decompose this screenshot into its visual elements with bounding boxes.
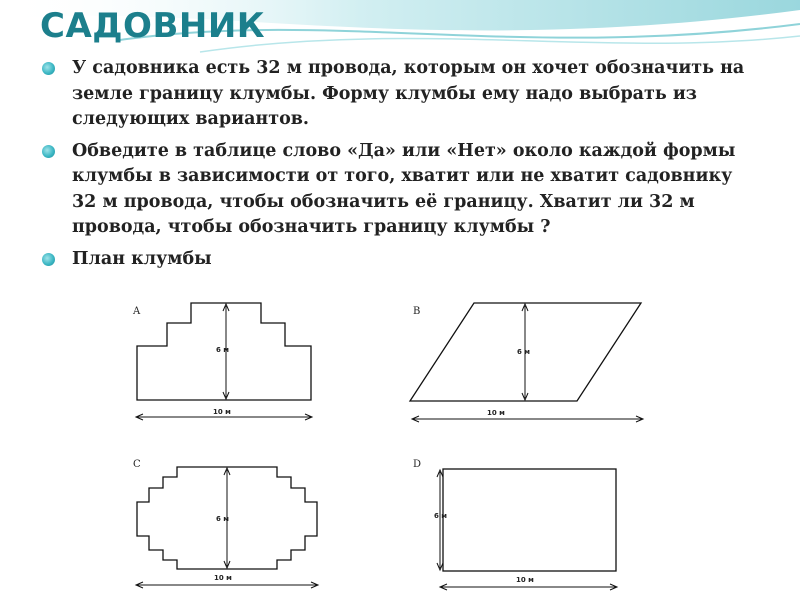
bullet-text-2: Обведите в таблице слово «Да» или «Нет» около каждой формы клумбы в зависимости от того, хватит или не хватит садовнику 32 м провода, чтобы обозначить её границу. Хватит ли 32 м провода, чтобы обозначить границу клумбы ? xyxy=(72,140,736,237)
figure-d-width-label: 10 м xyxy=(516,576,534,584)
figure-b-height-label: 6 м xyxy=(517,348,531,356)
figure-d-height-arrow xyxy=(437,470,443,570)
bullet-paragraph-1 xyxy=(42,56,762,133)
bullet-icon xyxy=(42,253,55,266)
page-title: САДОВНИК xyxy=(40,6,266,46)
figure-a-height-label: 6 м xyxy=(216,346,230,354)
figure-d-shape xyxy=(443,469,616,571)
figure-b-label: B xyxy=(413,306,421,317)
figure-c-height-label: 6 м xyxy=(216,515,230,523)
figure-b-width-arrow xyxy=(412,416,643,422)
figure-a-label: A xyxy=(133,306,141,317)
task-text xyxy=(42,56,762,278)
bullet-paragraph-3 xyxy=(42,247,762,273)
figure-b xyxy=(405,298,655,428)
figure-a-width-label: 10 м xyxy=(213,408,231,416)
figure-d-label: D xyxy=(413,459,422,470)
figure-d-height-label: 6 м xyxy=(434,512,448,520)
figure-c-width-label: 10 м xyxy=(214,574,232,582)
figure-c xyxy=(125,455,325,595)
bullet-icon xyxy=(42,62,55,75)
figure-d xyxy=(405,455,625,595)
bullet-paragraph-2 xyxy=(42,139,762,241)
figure-d-width-arrow xyxy=(440,584,617,590)
figure-c-label: C xyxy=(133,459,141,470)
figure-a xyxy=(125,298,325,428)
bullet-icon xyxy=(42,145,55,158)
bullet-text-3: План клумбы xyxy=(72,248,212,269)
figure-c-width-arrow xyxy=(136,582,318,588)
bullet-text-1: У садовника есть 32 м провода, которым он хочет обозначить на земле границу клумбы. Форму клумбы ему надо выбрать из следующих вариантов. xyxy=(72,58,745,129)
figure-b-width-label: 10 м xyxy=(487,409,505,417)
